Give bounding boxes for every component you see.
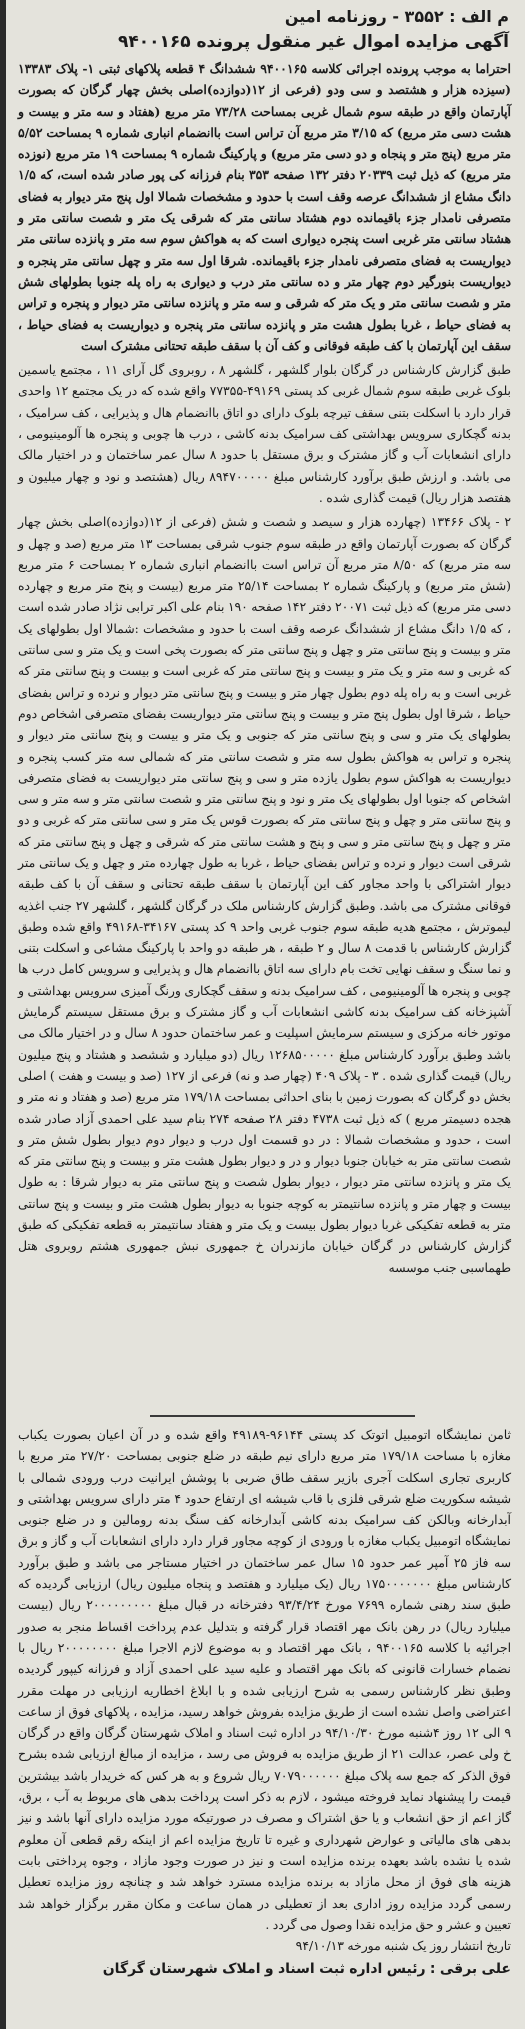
- signature-line: علی برقی : رئیس اداره ثبت اسناد و املاک شهرستان گرگان: [102, 1961, 511, 1978]
- intro-paragraph: احتراما به موجب پرونده اجرائی کلاسه ۹۴۰۰۱۶۵ ششدانگ ۴ قطعه پلاکهای ثبتی ۱- پلاک ۱۳۳۸۳ (سیزده هزار و هشتصد و سی ودو (فرعی از ۱۲(دوازده)اصلی بخش چهار گرگان که بصورت آپارتمان واقع در طبقه سوم شمال غربی بمساحت ۷۳/۲۸ متر مربع (هفتاد و سه متر و بیست و هشت دسی متر مربع) که ۳/۱۵ متر مربع آن تراس است باانضمام انباری شماره ۹ بمساحت ۵/۵۲ متر مربع (پنج متر و پنجاه و دو دسی متر مربع) و پارکینگ شماره ۹ بمساحت ۱۹ متر مربع (نوزده متر مربع) که ذیل ثبت ۲۰۳۳۹ دفتر ۱۳۲ صفحه ۳۵۳ بنام فرزانه کی پور صادر شده است، که ۱/۵ دانگ مشاع از ششدانگ عرصه وقف است با حدود و مشخصات شمالا اول پنج متر دیوار به فضای متصرفی نامدار جزء باقیمانده دوم هشتاد سانتی متر که شرقی یک متر و شصت سانتی متر و هشتاد سانتی متر غربی است پنجره دیواری است که به هواکش سوم سه متر و پانزده سانتی متر دیواریست به فضای متصرفی نامدار جزء باقیمانده. شرقا اول سه متر و چهل سانتی متر پنجره و دیواریست بنورگیر دوم چهار متر و ده سانتی متر درب و دیواری به راه پله جنوبا بطولهای شش متر و شصت سانتی متر و یک متر که شرقی و سه متر و پانزده سانتی متر دیوار و پنجره و تراس به فضای حیاط ، غربا بطول هشت متر و پانزده سانتی متر پنجره و دیواریست به فضای حیاط ، سقف این آپارتمان با کف طبقه فوقانی و کف آن با سقف طبقه تحتانی مشترک است: [18, 61, 511, 353]
- property-1-description: طبق گزارش کارشناس در گرگان بلوار گلشهر ، گلشهر ۸ ، روبروی گل آرای ۱۱ ، مجتمع یاسمین بلوک غربی طبقه سوم شمال غربی کد پستی ۴۹۱۶۹-۷۷۳۵۵ واقع شده که در یک مجتمع ۱۲ واحدی قرار دارد با اسکلت بتنی سقف تیرچه بلوک دارای دو اتاق باانضمام هال و پذیرایی ، کف سرامیک ، بدنه گچکاری سرویس بهداشتی کف سرامیک بدنه کاشی ، درب ها چوبی و پنجره ها آلومینیومی ، دارای انشعابات آب و گاز مشترک و برق مستقل با حدود ۸ سال عمر ساختمان و در اختیار مالک می باشد. و ارزش طبق برآورد کارشناس مبلغ ۸۹۴۷۰۰۰۰۰ ریال (هشتصد و نود و چهار میلیون و هفتصد هزار ریال) قیمت گذاری شده .: [18, 362, 511, 505]
- ad-continuation: [6, 1424, 525, 1980]
- publish-date: تاریخ انتشار روز یک شنبه مورخه ۹۴/۱۰/۱۳: [295, 1938, 511, 1954]
- ad-title: آگهی مزایده اموال غیر منقول پرونده ۹۴۰۰۱۶۵: [117, 32, 509, 52]
- publication-reference: م الف : ۳۵۵۲ - روزنامه امین: [284, 7, 509, 26]
- auction-terms-paragraph: ثامن نمایشگاه اتومبیل اتوتک کد پستی ۹۶۱۴۴-۴۹۱۸۹ واقع شده و در آن اعیان بصورت یکباب مغازه با مساحت ۱۷۹/۱۸ متر مربع دارای نیم طبقه در ضلع جنوبی بمساحت ۲۷/۲۰ متر مربع با کاربری تجاری اسکلت آجری بازیر سقف طاق ضربی با پوشش ایرانیت درب ورودی شمالی با شیشه سکوریت ضلع شرقی فلزی با قاب شیشه ای ارتفاع حدود ۴ متر دارای سرویس بهداشتی و آبدارخانه وبالکن کف سرامیک بدنه کاشی آبدارخانه کف سنگ بدنه رومالین و در ضلع جنوبی نمایشگاه اتومبیل یکباب مغازه با ورودی از کوچه مجاور قرار دارد دارای انشعابات آب و گاز و برق سه فاز ۲۵ آمپر عمر حدود ۱۵ سال عمر ساختمان در اختیار مستاجر می باشد و طبق برآورد کارشناس مبلغ ۱۷۵۰۰۰۰۰۰۰ ریال (یک میلیارد و هفتصد و پنجاه میلیون ریال) ارزیابی گردیده که طبق سند رهنی شماره ۷۶۹۹ مورخ ۹۳/۴/۲۴ دفترخانه در قبال مبلغ ۲۰۰۰۰۰۰۰۰۰ ریال (بیست میلیارد ریال) در رهن بانک مهر اقتصاد قرار گرفته و بتدلیل عدم پرداخت اقساط منجر به صدور اجرائیه با کلاسه ۹۴۰۰۱۶۵ ، بانک مهر اقتصاد و به موضوع لازم الاجرا مبلغ ۲۰۰۰۰۰۰۰۰ ریال با نضمام خسارات قانونی که بانک مهر اقتصاد و علیه سید علی احمدی آزاد و فرزانه کیپور گردیده وطبق نظر کارشناس رسمی به شرح ارزیابی شده و با ابلاغ اخطاریه ارزیابی در مهلت مقرر اعتراضی واصل نشده است از طریق مزایده بفروش خواهد رسید، مزایده ، پلاکهای فوق از ساعت ۹ الی ۱۲ روز ۴شنبه مورخ ۹۴/۱۰/۳۰ در اداره ثبت اسناد و املاک شهرستان گرگان واقع در گرگان خ ولی عصر، عدالت ۲۱ از طریق مزایده به فروش می رسد ، مزایده از مبالغ ارزیابی شده بشرح فوق الذکر که جمع سه پلاک مبلغ ۷۰۷۹۰۰۰۰۰۰ ریال شروع و به هر کس که خریدار باشد بیشترین قیمت را پیشنهاد نماید فروخته میشود ، لازم به ذکر است پرداخت بدهی های مربوط به آب ، برق، گاز اعم از حق انشعاب و یا حق اشتراک و مصرف در صورتیکه مورد مزایده دارای آنها باشد و نیز بدهی های مالیاتی و عوارض شهرداری و غیره تا تاریخ مزایده اعم از اینکه رقم قطعی آن معلوم شده یا نشده باشد بعهده برنده مزایده است و نیز در صورت وجود مازاد ، وجوه پرداختی بابت هزینه های فوق از محل مازاد به برنده مزایده مسترد خواهد شد و چنانچه روز مزایده تعطیل رسمی گردد مزایده روز اداری بعد از تعطیلی در همان ساعت و مکان مقرر برگزار خواهد شد تعیین و عشر و حق مزایده نقدا وصول می گردد .: [18, 1427, 512, 1932]
- ad-header: [6, 0, 525, 56]
- section-divider: [150, 1415, 415, 1417]
- ad-body: [6, 56, 525, 1278]
- property-2-3-description: ۲ - پلاک ۱۳۴۶۶ (چهارده هزار و سیصد و شصت و شش (فرعی از ۱۲(دوازده)اصلی بخش چهار گرگان که بصورت آپارتمان واقع در طبقه سوم جنوب شرقی بمساحت ۱۳ متر مربع (صد و چهل و سه متر مربع) که ۸/۵۰ متر مربع آن تراس است باانضمام انباری شماره ۲ بمساحت ۶ متر مربع (شش متر مربع) و پارکینگ شماره ۲ بمساحت ۲۵/۱۴ متر مربع (بیست و پنج متر مربع و چهارده دسی متر مربع) که ذیل ثبت ۲۰۰۷۱ دفتر ۱۴۲ صفحه ۱۹۰ بنام علی اکبر ترابی نژاد صادر شده است ، که ۱/۵ دانگ مشاع از ششدانگ عرصه وقف است با حدود و مشخصات :شمالا اول بطولهای یک متر و بیست و پنج سانتی متر و چهل و پنج سانتی متر که بصورت پخی است و یک متر و سی سانتی که غربی و سه متر و یک متر و بیست و پنج سانتی متر که غربی است و بیست و پنج سانتی متر که غربی است و به راه پله دوم بطول چهار متر و بیست و پنج سانتی متر دیوار و نرده و تراس بفضای حیاط ، شرقا اول بطول پنج متر و بیست و پنج سانتی متر دیواریست بفضای متصرفی اشخاص دوم بطولهای یک متر و سی و پنج سانتی متر که جنوبی و یک متر و بیست و پنج سانتی متر دیوار و پنجره و تراس به هواکش بطول سه متر و شصت سانتی متر که شمالی سه متر کسب پنجره و دیواریست به هواکش سوم بطول یازده متر و سی و پنج سانتی متر دیواریست به فضای متصرفی اشخاص که جنوبا اول بطولهای یک متر و نود و پنج سانتی متر و شصت سانتی متر و سه متر و سی و پنج سانتی متر و چهل و پنج سانتی متر که بصورت قوس یک متر و سی سانتی متر که غربی و دو متر و چهل و پنج سانتی متر و سی و پنج و هشت سانتی متر که شرقی و چهل و پنج سانتی متر که شرقی است دیوار و نرده و تراس بفضای حیاط ، غربا به طول چهارده متر و چهل و یک سانتی متر دیوار اشتراکی با واحد مجاور کف این آپارتمان با سقف طبقه تحتانی و سقف آن با کف طبقه فوقانی مشترک می باشد. وطبق گزارش کارشناس ملک در گرگان گلشهر ، گلشهر ۲۷ جنب اغذیه لیموترش ، مجتمع هدیه طبقه سوم جنوب غربی واحد ۹ کد پستی ۳۴۱۶۷-۴۹۱۶۸ واقع شده وطبق گزارش کارشناس با قدمت ۸ سال و ۲ طبقه ، هر طبقه دو واحد با پارکینگ مشاعی و اسکلت بتنی و نما سنگ و سقف نهایی تخت بام دارای سه اتاق باانضمام هال و پذیرایی و سرویس کامل درب ها چوبی و پنجره ها آلومینیومی ، کف سرامیک بدنه و سقف گچکاری ورنگ آمیزی سرویس بهداشتی و آشپزخانه کف سرامیک بدنه کاشی انشعابات آب و گاز مشترک و برق مستقل سیستم گرمایش موتور خانه مرکزی و سیستم سرمایش اسپلیت و عمر ساختمان حدود ۸ سال و در اختیار مالک می باشد وطبق برآورد کارشناس مبلغ ۱۲۶۸۵۰۰۰۰۰ ریال (دو میلیارد و ششصد و هشتاد و پنج میلیون ریال) قیمت گذاری شده . ۳ - پلاک ۴۰۹ (چهار صد و نه) فرعی از ۱۲۷ (صد و بیست و هفت ) اصلی بخش دو گرگان که بصورت زمین با بنای احداثی بمساحت ۱۷۹/۱۸ متر مربع (صد و هفتاد و نه متر و هجده دسیمتر مربع ) که ذیل ثبت ۴۷۳۸ دفتر ۲۸ صفحه ۲۷۴ بنام سید علی احمدی آزاد صادر شده است ، حدود و مشخصات شمالا : در دو قسمت اول درب و دیوار دوم دیوار بطول شش متر و شصت سانتی متر به خیابان جنوبا دیوار و در و دیوار بطول هشت متر و بیست و پنج سانتی متر که یک متر و پانزده سانتی متر دیوار ، دیوار بطول شصت و پنج سانتی متر به دیوار شرقا : به طول بیست و چهار متر و پانزده سانتیمتر به کوچه جنوبا به دیوار بطول هشت متر و بیست و پنج سانتی متر به قطعه تفکیکی غربا دیوار بطول بیست و یک متر و هفتاد سانتیمتر به قطعه تفکیکی که طبق گزارش کارشناس در گرگان خیابان مازندران خ جمهوری نبش جمهوری هشتم روبروی هتل طهماسبی جنب موسسه: [18, 514, 512, 1275]
